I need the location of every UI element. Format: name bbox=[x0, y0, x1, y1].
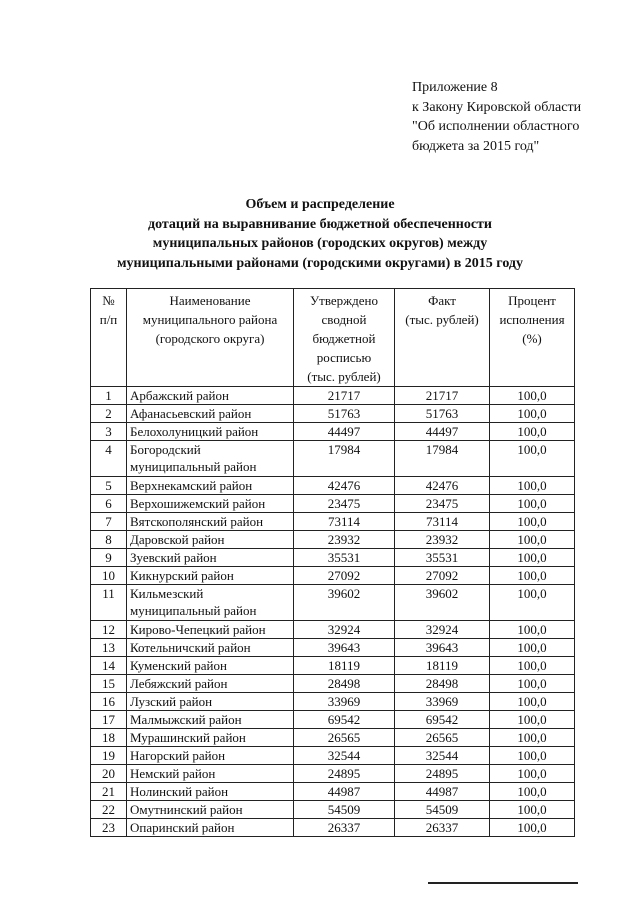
approved-value: 21717 bbox=[294, 387, 395, 405]
percent-value: 100,0 bbox=[490, 711, 575, 729]
table-row bbox=[91, 621, 575, 639]
district-name bbox=[127, 477, 294, 495]
district-name-line: Опаринский район bbox=[130, 820, 235, 835]
district-name-line: Лебяжский район bbox=[130, 676, 228, 691]
approved-value: 26337 bbox=[294, 819, 395, 837]
district-name bbox=[127, 423, 294, 441]
district-name-line: Верхнекамский район bbox=[130, 478, 253, 493]
subsidy-table bbox=[90, 288, 575, 837]
fact-value: 44497 bbox=[395, 423, 490, 441]
district-name-line: Верхошижемский район bbox=[130, 496, 266, 511]
fact-value: 42476 bbox=[395, 477, 490, 495]
row-number: 21 bbox=[91, 783, 127, 801]
district-name bbox=[127, 639, 294, 657]
fact-value: 51763 bbox=[395, 405, 490, 423]
percent-value: 100,0 bbox=[490, 477, 575, 495]
table-row bbox=[91, 495, 575, 513]
district-name-line: Мурашинский район bbox=[130, 730, 246, 745]
fact-value: 24895 bbox=[395, 765, 490, 783]
fact-value: 18119 bbox=[395, 657, 490, 675]
table-header-row bbox=[91, 289, 575, 387]
district-name-line: Богородский bbox=[130, 442, 201, 457]
row-number: 4 bbox=[91, 441, 127, 477]
title-line: муниципальных районов (городских округов) между bbox=[152, 236, 488, 251]
percent-value: 100,0 bbox=[490, 585, 575, 621]
approved-value: 42476 bbox=[294, 477, 395, 495]
fact-value: 23475 bbox=[395, 495, 490, 513]
approved-value: 51763 bbox=[294, 405, 395, 423]
fact-value: 44987 bbox=[395, 783, 490, 801]
district-name bbox=[127, 513, 294, 531]
district-name-line: Белохолуницкий район bbox=[130, 424, 259, 439]
row-number: 7 bbox=[91, 513, 127, 531]
district-name bbox=[127, 621, 294, 639]
table-row bbox=[91, 783, 575, 801]
header-num: № п/п bbox=[91, 289, 127, 387]
fact-value: 73114 bbox=[395, 513, 490, 531]
percent-value: 100,0 bbox=[490, 441, 575, 477]
percent-value: 100,0 bbox=[490, 747, 575, 765]
fact-value: 17984 bbox=[395, 441, 490, 477]
district-name bbox=[127, 405, 294, 423]
percent-value: 100,0 bbox=[490, 567, 575, 585]
row-number: 14 bbox=[91, 657, 127, 675]
district-name-line: Кильмезский bbox=[130, 586, 204, 601]
row-number: 22 bbox=[91, 801, 127, 819]
signature-line bbox=[428, 882, 578, 884]
district-name bbox=[127, 531, 294, 549]
percent-value: 100,0 bbox=[490, 639, 575, 657]
row-number: 11 bbox=[91, 585, 127, 621]
fact-value: 39602 bbox=[395, 585, 490, 621]
approved-value: 32924 bbox=[294, 621, 395, 639]
row-number: 18 bbox=[91, 729, 127, 747]
percent-value: 100,0 bbox=[490, 693, 575, 711]
table-row bbox=[91, 657, 575, 675]
approved-value: 39602 bbox=[294, 585, 395, 621]
table-row bbox=[91, 801, 575, 819]
row-number: 16 bbox=[91, 693, 127, 711]
district-name-line: Даровской район bbox=[130, 532, 225, 547]
table-row bbox=[91, 585, 575, 621]
table-row bbox=[91, 711, 575, 729]
appendix-line: к Закону Кировской области bbox=[412, 99, 582, 115]
approved-value: 17984 bbox=[294, 441, 395, 477]
fact-value: 69542 bbox=[395, 711, 490, 729]
district-name-line: Кирово-Чепецкий район bbox=[130, 622, 266, 637]
district-name bbox=[127, 567, 294, 585]
district-name bbox=[127, 783, 294, 801]
district-name-line: муниципальный район bbox=[130, 459, 257, 474]
district-name bbox=[127, 495, 294, 513]
district-name-line: Афанасьевский район bbox=[130, 406, 252, 421]
fact-value: 33969 bbox=[395, 693, 490, 711]
district-name-line: Арбажский район bbox=[130, 388, 229, 403]
fact-value: 35531 bbox=[395, 549, 490, 567]
approved-value: 44497 bbox=[294, 423, 395, 441]
approved-value: 18119 bbox=[294, 657, 395, 675]
row-number: 17 bbox=[91, 711, 127, 729]
district-name bbox=[127, 549, 294, 567]
percent-value: 100,0 bbox=[490, 801, 575, 819]
approved-value: 39643 bbox=[294, 639, 395, 657]
header-fact: Факт (тыс. рублей) bbox=[395, 289, 490, 387]
percent-value: 100,0 bbox=[490, 531, 575, 549]
table-row bbox=[91, 675, 575, 693]
row-number: 15 bbox=[91, 675, 127, 693]
district-name-line: Нагорский район bbox=[130, 748, 226, 763]
fact-value: 32544 bbox=[395, 747, 490, 765]
percent-value: 100,0 bbox=[490, 549, 575, 567]
title-line: Объем и распределение bbox=[245, 197, 395, 212]
district-name bbox=[127, 801, 294, 819]
district-name bbox=[127, 675, 294, 693]
percent-value: 100,0 bbox=[490, 783, 575, 801]
table-row bbox=[91, 387, 575, 405]
percent-value: 100,0 bbox=[490, 765, 575, 783]
percent-value: 100,0 bbox=[490, 819, 575, 837]
table-row bbox=[91, 531, 575, 549]
row-number: 19 bbox=[91, 747, 127, 765]
row-number: 20 bbox=[91, 765, 127, 783]
percent-value: 100,0 bbox=[490, 675, 575, 693]
fact-value: 28498 bbox=[395, 675, 490, 693]
district-name bbox=[127, 585, 294, 621]
table-row bbox=[91, 639, 575, 657]
district-name-line: Омутнинский район bbox=[130, 802, 243, 817]
appendix-reference bbox=[412, 78, 632, 156]
fact-value: 27092 bbox=[395, 567, 490, 585]
table-row bbox=[91, 747, 575, 765]
row-number: 8 bbox=[91, 531, 127, 549]
fact-value: 26565 bbox=[395, 729, 490, 747]
table-row bbox=[91, 513, 575, 531]
district-name bbox=[127, 711, 294, 729]
row-number: 10 bbox=[91, 567, 127, 585]
percent-value: 100,0 bbox=[490, 729, 575, 747]
approved-value: 35531 bbox=[294, 549, 395, 567]
fact-value: 39643 bbox=[395, 639, 490, 657]
approved-value: 32544 bbox=[294, 747, 395, 765]
district-name-line: Лузский район bbox=[130, 694, 213, 709]
row-number: 6 bbox=[91, 495, 127, 513]
approved-value: 27092 bbox=[294, 567, 395, 585]
approved-value: 23475 bbox=[294, 495, 395, 513]
table-row bbox=[91, 441, 575, 477]
percent-value: 100,0 bbox=[490, 621, 575, 639]
table-row bbox=[91, 477, 575, 495]
approved-value: 26565 bbox=[294, 729, 395, 747]
table-row bbox=[91, 729, 575, 747]
district-name bbox=[127, 441, 294, 477]
title-line: дотаций на выравнивание бюджетной обеспеченности bbox=[147, 216, 492, 232]
row-number: 13 bbox=[91, 639, 127, 657]
percent-value: 100,0 bbox=[490, 657, 575, 675]
row-number: 1 bbox=[91, 387, 127, 405]
district-name-line: Малмыжский район bbox=[130, 712, 242, 727]
document-title bbox=[90, 195, 550, 273]
percent-value: 100,0 bbox=[490, 387, 575, 405]
approved-value: 28498 bbox=[294, 675, 395, 693]
district-name-line: Зуевский район bbox=[130, 550, 217, 565]
row-number: 3 bbox=[91, 423, 127, 441]
row-number: 12 bbox=[91, 621, 127, 639]
approved-value: 54509 bbox=[294, 801, 395, 819]
row-number: 9 bbox=[91, 549, 127, 567]
percent-value: 100,0 bbox=[490, 405, 575, 423]
percent-value: 100,0 bbox=[490, 495, 575, 513]
district-name bbox=[127, 693, 294, 711]
table-body bbox=[91, 387, 575, 837]
fact-value: 32924 bbox=[395, 621, 490, 639]
header-name: Наименование муниципального района (городского округа) bbox=[127, 289, 294, 387]
district-name bbox=[127, 765, 294, 783]
table-row bbox=[91, 819, 575, 837]
table-row bbox=[91, 549, 575, 567]
approved-value: 33969 bbox=[294, 693, 395, 711]
appendix-line: "Об исполнении областного bbox=[412, 119, 580, 134]
fact-value: 26337 bbox=[395, 819, 490, 837]
header-percent: Процент исполнения (%) bbox=[490, 289, 575, 387]
header-approved: Утверждено сводной бюджетной росписью (тыс. рублей) bbox=[294, 289, 395, 387]
district-name-line: Котельничский район bbox=[130, 640, 251, 655]
approved-value: 69542 bbox=[294, 711, 395, 729]
district-name bbox=[127, 819, 294, 837]
district-name-line: Нолинский район bbox=[130, 784, 229, 799]
approved-value: 23932 bbox=[294, 531, 395, 549]
district-name bbox=[127, 729, 294, 747]
district-name-line: Куменский район bbox=[130, 658, 227, 673]
district-name-line: Немский район bbox=[130, 766, 216, 781]
district-name bbox=[127, 747, 294, 765]
percent-value: 100,0 bbox=[490, 513, 575, 531]
fact-value: 23932 bbox=[395, 531, 490, 549]
percent-value: 100,0 bbox=[490, 423, 575, 441]
district-name bbox=[127, 387, 294, 405]
appendix-line: бюджета за 2015 год" bbox=[412, 138, 540, 154]
district-name-line: Вятскополянский район bbox=[130, 514, 264, 529]
district-name-line: муниципальный район bbox=[130, 603, 257, 618]
district-name bbox=[127, 657, 294, 675]
fact-value: 21717 bbox=[395, 387, 490, 405]
row-number: 23 bbox=[91, 819, 127, 837]
appendix-line: Приложение 8 bbox=[412, 80, 498, 95]
district-name-line: Кикнурский район bbox=[130, 568, 234, 583]
row-number: 2 bbox=[91, 405, 127, 423]
approved-value: 73114 bbox=[294, 513, 395, 531]
row-number: 5 bbox=[91, 477, 127, 495]
approved-value: 44987 bbox=[294, 783, 395, 801]
table-row bbox=[91, 765, 575, 783]
title-line: муниципальными районами (городскими округами) в 2015 году bbox=[117, 255, 523, 271]
fact-value: 54509 bbox=[395, 801, 490, 819]
table-row bbox=[91, 423, 575, 441]
approved-value: 24895 bbox=[294, 765, 395, 783]
table-row bbox=[91, 405, 575, 423]
table-row bbox=[91, 567, 575, 585]
table-row bbox=[91, 693, 575, 711]
